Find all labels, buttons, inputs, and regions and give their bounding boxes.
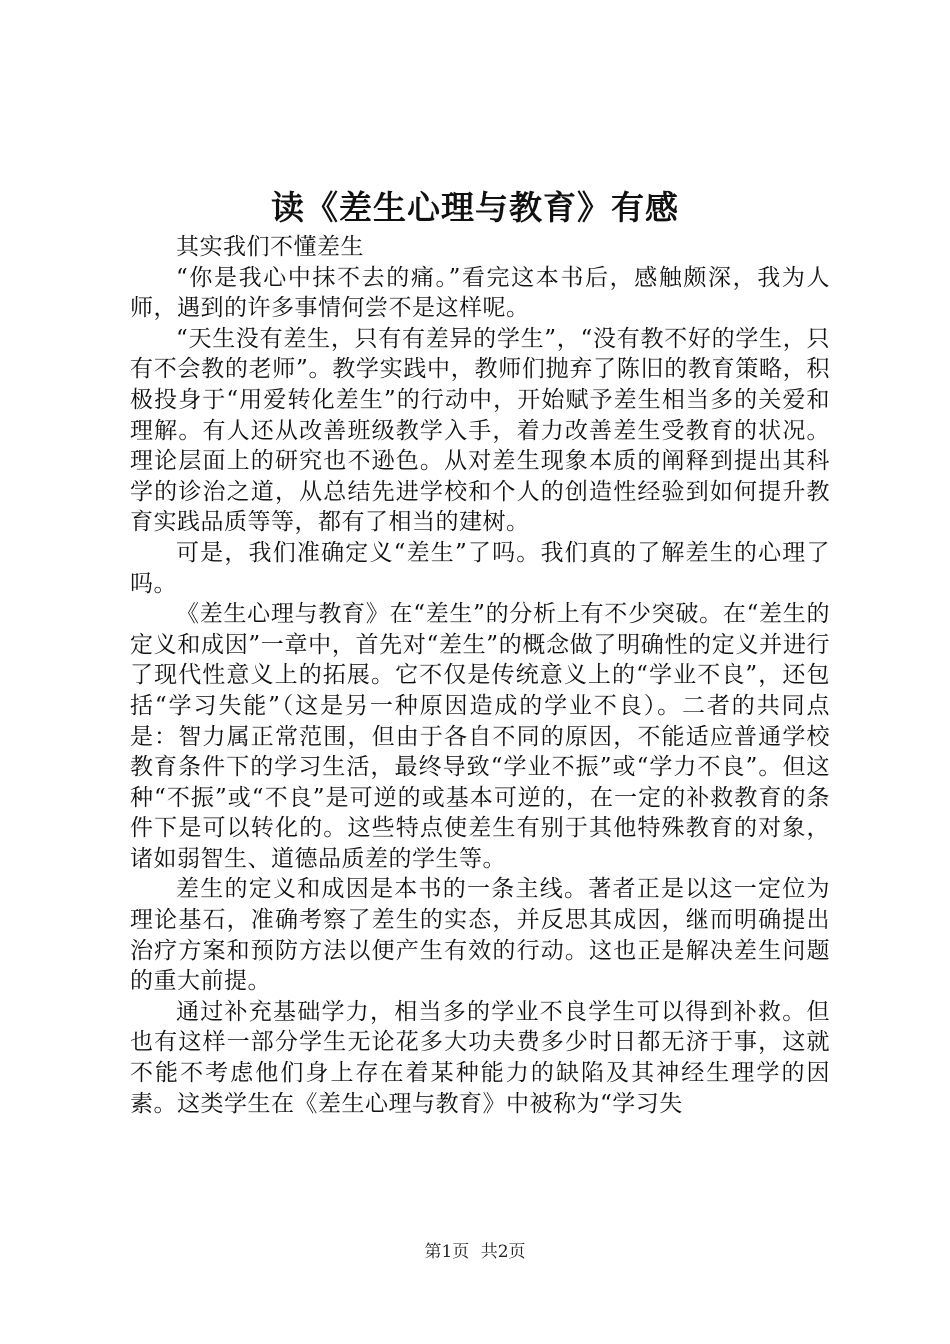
paragraph: 可是，我们准确定义“差生”了吗。我们真的了解差生的心理了吗。: [130, 539, 830, 597]
paragraph: 《差生心理与教育》在“差生”的分析上有不少突破。在“差生的定义和成因”一章中，首先对“差生”的概念做了明确性的定义并进行了现代性意义上的拓展。它不仅是传统意义上的“学业不良”，还包括“学习失能”（这是另一种原因造成的学业不良）。二者的共同点是：智力属正常范围，但由于各自不同的原因，不能适应普通学校教育条件下的学习生活，最终导致“学业不振”或“学力不良”。但这种“不振”或“不良”是可逆的或基本可逆的，在一定的补救教育的条件下是可以转化的。这些特点使差生有别于其他特殊教育的对象，诸如弱智生、道德品质差的学生等。: [130, 601, 830, 872]
document-title: 读《差生心理与教育》有感: [271, 188, 679, 227]
paragraph: 通过补充基础学力，相当多的学业不良学生可以得到补救。但也有这样一部分学生无论花多大功夫费多少时日都无济于事，这就不能不考虑他们身上存在着某种能力的缺陷及其神经生理学的因素。这类学生在《差生心理与教育》中被称为“学习失: [130, 998, 830, 1117]
paragraph: “天生没有差生，只有有差异的学生”，“没有教不好的学生，只有不会教的老师”。教学实践中，教师们抛弃了陈旧的教育策略，积极投身于“用爱转化差生”的行动中，开始赋予差生相当多的关爱和理解。有人还从改善班级教学入手，着力改善差生受教育的状况。理论层面上的研究也不逊色。从对差生现象本质的阐释到提出其科学的诊治之道，从总结先进学校和个人的创造性经验到如何提升教育实践品质等等，都有了相当的建树。: [130, 325, 830, 536]
section-subheading: 其实我们不懂差生: [176, 234, 364, 260]
page-footer: [0, 1240, 950, 1264]
paragraph: 差生的定义和成因是本书的一条主线。著者正是以这一定位为理论基石，准确考察了差生的实态，并反思其成因，继而明确提出治疗方案和预防方法以便产生有效的行动。这也正是解决差生问题的重大前提。: [130, 876, 830, 995]
page-number: 第1页: [424, 1242, 470, 1262]
document-body: [130, 232, 830, 1119]
page-total: 共2页: [480, 1242, 526, 1262]
paragraph: “你是我心中抹不去的痛。”看完这本书后，感触颇深，我为人师，遇到的许多事情何尝不是这样呢。: [130, 264, 830, 322]
